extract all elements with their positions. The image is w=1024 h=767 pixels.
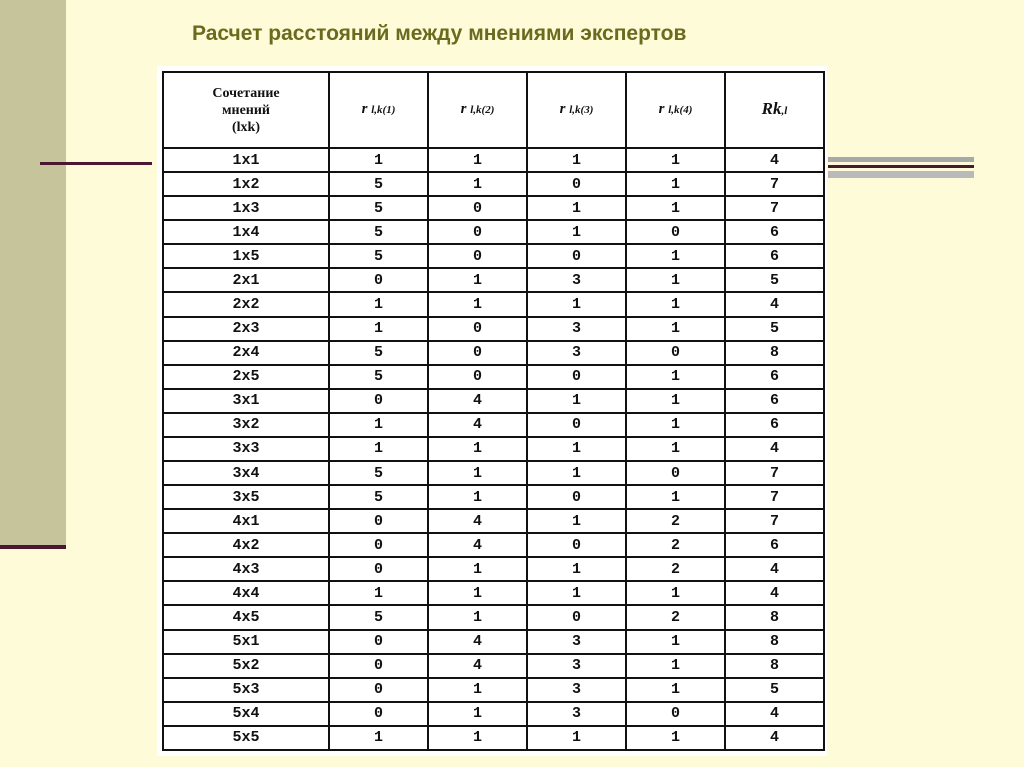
table-cell-value: 0 (329, 702, 428, 726)
table-cell-combination: 5x2 (163, 654, 329, 678)
table-cell-value: 0 (329, 389, 428, 413)
divider-left-bottom (0, 545, 66, 549)
header-combination-line3: (lxk) (232, 119, 260, 135)
distance-table-image (157, 66, 827, 756)
table-cell-combination: 1x4 (163, 220, 329, 244)
table-cell-value: 1 (329, 437, 428, 461)
table-cell-value: 1 (626, 292, 725, 316)
table-cell-value: 1 (626, 148, 725, 172)
table-row (163, 413, 824, 437)
table-cell-value: 6 (725, 389, 824, 413)
distance-table (162, 71, 825, 751)
table-cell-value: 1 (626, 726, 725, 750)
table-cell-value: 4 (428, 533, 527, 557)
table-row (163, 365, 824, 389)
table-row (163, 196, 824, 220)
table-cell-value: 1 (329, 292, 428, 316)
table-cell-combination: 4x5 (163, 605, 329, 629)
table-cell-value: 0 (527, 365, 626, 389)
table-row (163, 581, 824, 605)
header-combination-line1: Сочетание (212, 85, 280, 101)
table-cell-value: 1 (527, 581, 626, 605)
header-r3 (527, 72, 626, 148)
table-cell-value: 1 (626, 389, 725, 413)
table-cell-value: 0 (626, 220, 725, 244)
table-cell-value: 7 (725, 485, 824, 509)
table-body (163, 148, 824, 750)
table-cell-value: 7 (725, 509, 824, 533)
table-cell-value: 1 (626, 581, 725, 605)
table-cell-value: 0 (329, 654, 428, 678)
table-cell-combination: 1x2 (163, 172, 329, 196)
divider-left-top (40, 162, 152, 165)
table-cell-value: 6 (725, 533, 824, 557)
table-cell-value: 1 (626, 630, 725, 654)
table-cell-value: 4 (725, 437, 824, 461)
header-r2-sub: l,k(2) (470, 104, 495, 116)
table-row (163, 389, 824, 413)
table-cell-value: 2 (626, 605, 725, 629)
table-cell-value: 1 (428, 461, 527, 485)
table-cell-value: 0 (527, 244, 626, 268)
table-cell-value: 0 (428, 317, 527, 341)
table-cell-value: 0 (329, 557, 428, 581)
header-r1-symbol: r (361, 101, 368, 117)
header-r1-sub: l,k(1) (371, 104, 396, 116)
table-cell-value: 4 (725, 581, 824, 605)
table-cell-value: 6 (725, 365, 824, 389)
table-cell-combination: 2x3 (163, 317, 329, 341)
table-cell-value: 0 (527, 533, 626, 557)
table-cell-value: 1 (626, 244, 725, 268)
table-cell-value: 5 (329, 365, 428, 389)
table-cell-value: 3 (527, 654, 626, 678)
table-cell-combination: 2x4 (163, 341, 329, 365)
table-cell-value: 3 (527, 678, 626, 702)
table-cell-value: 5 (329, 244, 428, 268)
table-cell-value: 1 (428, 268, 527, 292)
header-r3-symbol: r (559, 101, 566, 117)
side-decoration-band (0, 0, 66, 548)
table-cell-value: 8 (725, 605, 824, 629)
table-cell-combination: 1x3 (163, 196, 329, 220)
header-rk-symbol: Rk (761, 99, 782, 118)
table-cell-value: 1 (428, 557, 527, 581)
table-cell-value: 4 (725, 702, 824, 726)
table-cell-combination: 5x1 (163, 630, 329, 654)
table-cell-combination: 2x2 (163, 292, 329, 316)
table-row (163, 557, 824, 581)
header-r3-sub: l,k(3) (569, 104, 594, 116)
table-cell-combination: 3x4 (163, 461, 329, 485)
table-cell-value: 7 (725, 196, 824, 220)
table-cell-value: 1 (428, 605, 527, 629)
table-cell-value: 0 (626, 702, 725, 726)
table-cell-combination: 1x5 (163, 244, 329, 268)
table-cell-value: 8 (725, 341, 824, 365)
header-r4 (626, 72, 725, 148)
table-cell-value: 4 (428, 630, 527, 654)
table-cell-value: 2 (626, 533, 725, 557)
table-cell-combination: 3x3 (163, 437, 329, 461)
table-cell-value: 8 (725, 630, 824, 654)
table-row (163, 485, 824, 509)
table-row (163, 268, 824, 292)
table-row (163, 220, 824, 244)
table-row (163, 341, 824, 365)
table-cell-value: 1 (527, 726, 626, 750)
table-row (163, 172, 824, 196)
table-cell-value: 2 (626, 509, 725, 533)
table-row (163, 654, 824, 678)
table-cell-value: 5 (329, 220, 428, 244)
table-cell-value: 2 (626, 557, 725, 581)
table-cell-combination: 3x2 (163, 413, 329, 437)
table-cell-combination: 5x3 (163, 678, 329, 702)
table-row (163, 317, 824, 341)
table-cell-value: 3 (527, 268, 626, 292)
table-cell-value: 1 (428, 292, 527, 316)
table-cell-value: 3 (527, 317, 626, 341)
table-cell-value: 7 (725, 172, 824, 196)
table-cell-value: 0 (428, 341, 527, 365)
table-row (163, 726, 824, 750)
table-cell-value: 1 (527, 461, 626, 485)
table-cell-value: 5 (329, 461, 428, 485)
table-cell-value: 3 (527, 630, 626, 654)
table-row (163, 437, 824, 461)
table-cell-combination: 2x1 (163, 268, 329, 292)
table-cell-value: 4 (725, 726, 824, 750)
table-cell-value: 0 (329, 533, 428, 557)
table-cell-value: 0 (428, 196, 527, 220)
table-row (163, 678, 824, 702)
table-cell-combination: 4x2 (163, 533, 329, 557)
table-cell-value: 0 (626, 341, 725, 365)
table-cell-value: 1 (527, 557, 626, 581)
table-cell-value: 1 (329, 317, 428, 341)
table-cell-value: 6 (725, 413, 824, 437)
table-cell-value: 1 (428, 702, 527, 726)
table-cell-value: 0 (329, 509, 428, 533)
table-cell-value: 0 (527, 172, 626, 196)
table-row (163, 148, 824, 172)
table-cell-value: 0 (329, 630, 428, 654)
table-cell-value: 1 (626, 437, 725, 461)
table-cell-value: 1 (626, 654, 725, 678)
header-combination-line2: мнений (221, 102, 270, 118)
table-cell-value: 0 (527, 605, 626, 629)
table-cell-value: 4 (428, 389, 527, 413)
divider-right-3 (828, 171, 974, 178)
table-row (163, 509, 824, 533)
table-cell-value: 1 (626, 485, 725, 509)
table-cell-value: 1 (527, 148, 626, 172)
table-cell-value: 1 (527, 509, 626, 533)
table-cell-value: 1 (527, 292, 626, 316)
table-cell-value: 0 (527, 413, 626, 437)
table-row (163, 461, 824, 485)
table-cell-value: 8 (725, 654, 824, 678)
table-cell-value: 6 (725, 244, 824, 268)
table-cell-value: 5 (329, 485, 428, 509)
table-cell-combination: 4x1 (163, 509, 329, 533)
table-cell-combination: 3x5 (163, 485, 329, 509)
table-cell-value: 1 (626, 365, 725, 389)
table-cell-value: 7 (725, 461, 824, 485)
table-cell-value: 4 (725, 557, 824, 581)
table-cell-value: 1 (329, 413, 428, 437)
header-r4-sub: l,k(4) (668, 104, 693, 116)
table-row (163, 292, 824, 316)
table-cell-value: 0 (428, 220, 527, 244)
table-cell-combination: 3x1 (163, 389, 329, 413)
divider-right-1 (828, 157, 974, 162)
table-cell-value: 1 (428, 726, 527, 750)
table-cell-value: 1 (329, 148, 428, 172)
table-cell-value: 4 (428, 413, 527, 437)
table-cell-value: 4 (725, 292, 824, 316)
divider-right-2 (828, 165, 974, 168)
table-cell-value: 1 (428, 581, 527, 605)
table-cell-value: 5 (329, 605, 428, 629)
table-row (163, 630, 824, 654)
table-cell-value: 0 (329, 268, 428, 292)
table-cell-value: 1 (428, 172, 527, 196)
header-r2-symbol: r (460, 101, 467, 117)
slide-title: Расчет расстояний между мнениями экспертов (192, 22, 687, 45)
table-cell-combination: 5x4 (163, 702, 329, 726)
table-cell-value: 1 (626, 172, 725, 196)
table-cell-value: 0 (329, 678, 428, 702)
table-cell-value: 0 (626, 461, 725, 485)
table-cell-value: 1 (626, 268, 725, 292)
table-cell-value: 0 (527, 485, 626, 509)
table-row (163, 533, 824, 557)
table-cell-value: 5 (725, 678, 824, 702)
header-r4-symbol: r (658, 101, 665, 117)
header-rk-sub: ,l (781, 105, 788, 117)
table-cell-value: 5 (725, 268, 824, 292)
table-cell-combination: 5x5 (163, 726, 329, 750)
table-cell-value: 4 (428, 654, 527, 678)
table-row (163, 605, 824, 629)
header-r2 (428, 72, 527, 148)
table-cell-value: 3 (527, 702, 626, 726)
table-cell-value: 6 (725, 220, 824, 244)
table-cell-value: 1 (329, 726, 428, 750)
table-cell-value: 1 (329, 581, 428, 605)
table-cell-value: 5 (725, 317, 824, 341)
table-cell-value: 1 (428, 437, 527, 461)
table-cell-combination: 2x5 (163, 365, 329, 389)
table-header-row (163, 72, 824, 148)
table-cell-value: 1 (527, 437, 626, 461)
table-cell-value: 1 (626, 413, 725, 437)
header-r1 (329, 72, 428, 148)
table-cell-value: 1 (527, 220, 626, 244)
table-cell-value: 1 (527, 389, 626, 413)
table-cell-value: 1 (626, 196, 725, 220)
table-cell-combination: 4x3 (163, 557, 329, 581)
table-cell-value: 5 (329, 196, 428, 220)
table-cell-value: 5 (329, 172, 428, 196)
table-cell-value: 1 (626, 678, 725, 702)
table-row (163, 702, 824, 726)
table-cell-value: 1 (428, 678, 527, 702)
table-cell-value: 4 (428, 509, 527, 533)
table-cell-value: 1 (428, 485, 527, 509)
table-cell-combination: 4x4 (163, 581, 329, 605)
table-cell-value: 0 (428, 365, 527, 389)
table-cell-value: 1 (428, 148, 527, 172)
header-combination (163, 72, 329, 148)
table-cell-value: 4 (725, 148, 824, 172)
table-cell-value: 0 (428, 244, 527, 268)
table-cell-combination: 1x1 (163, 148, 329, 172)
table-cell-value: 3 (527, 341, 626, 365)
table-cell-value: 1 (626, 317, 725, 341)
table-cell-value: 1 (527, 196, 626, 220)
header-rk (725, 72, 824, 148)
table-cell-value: 5 (329, 341, 428, 365)
table-row (163, 244, 824, 268)
